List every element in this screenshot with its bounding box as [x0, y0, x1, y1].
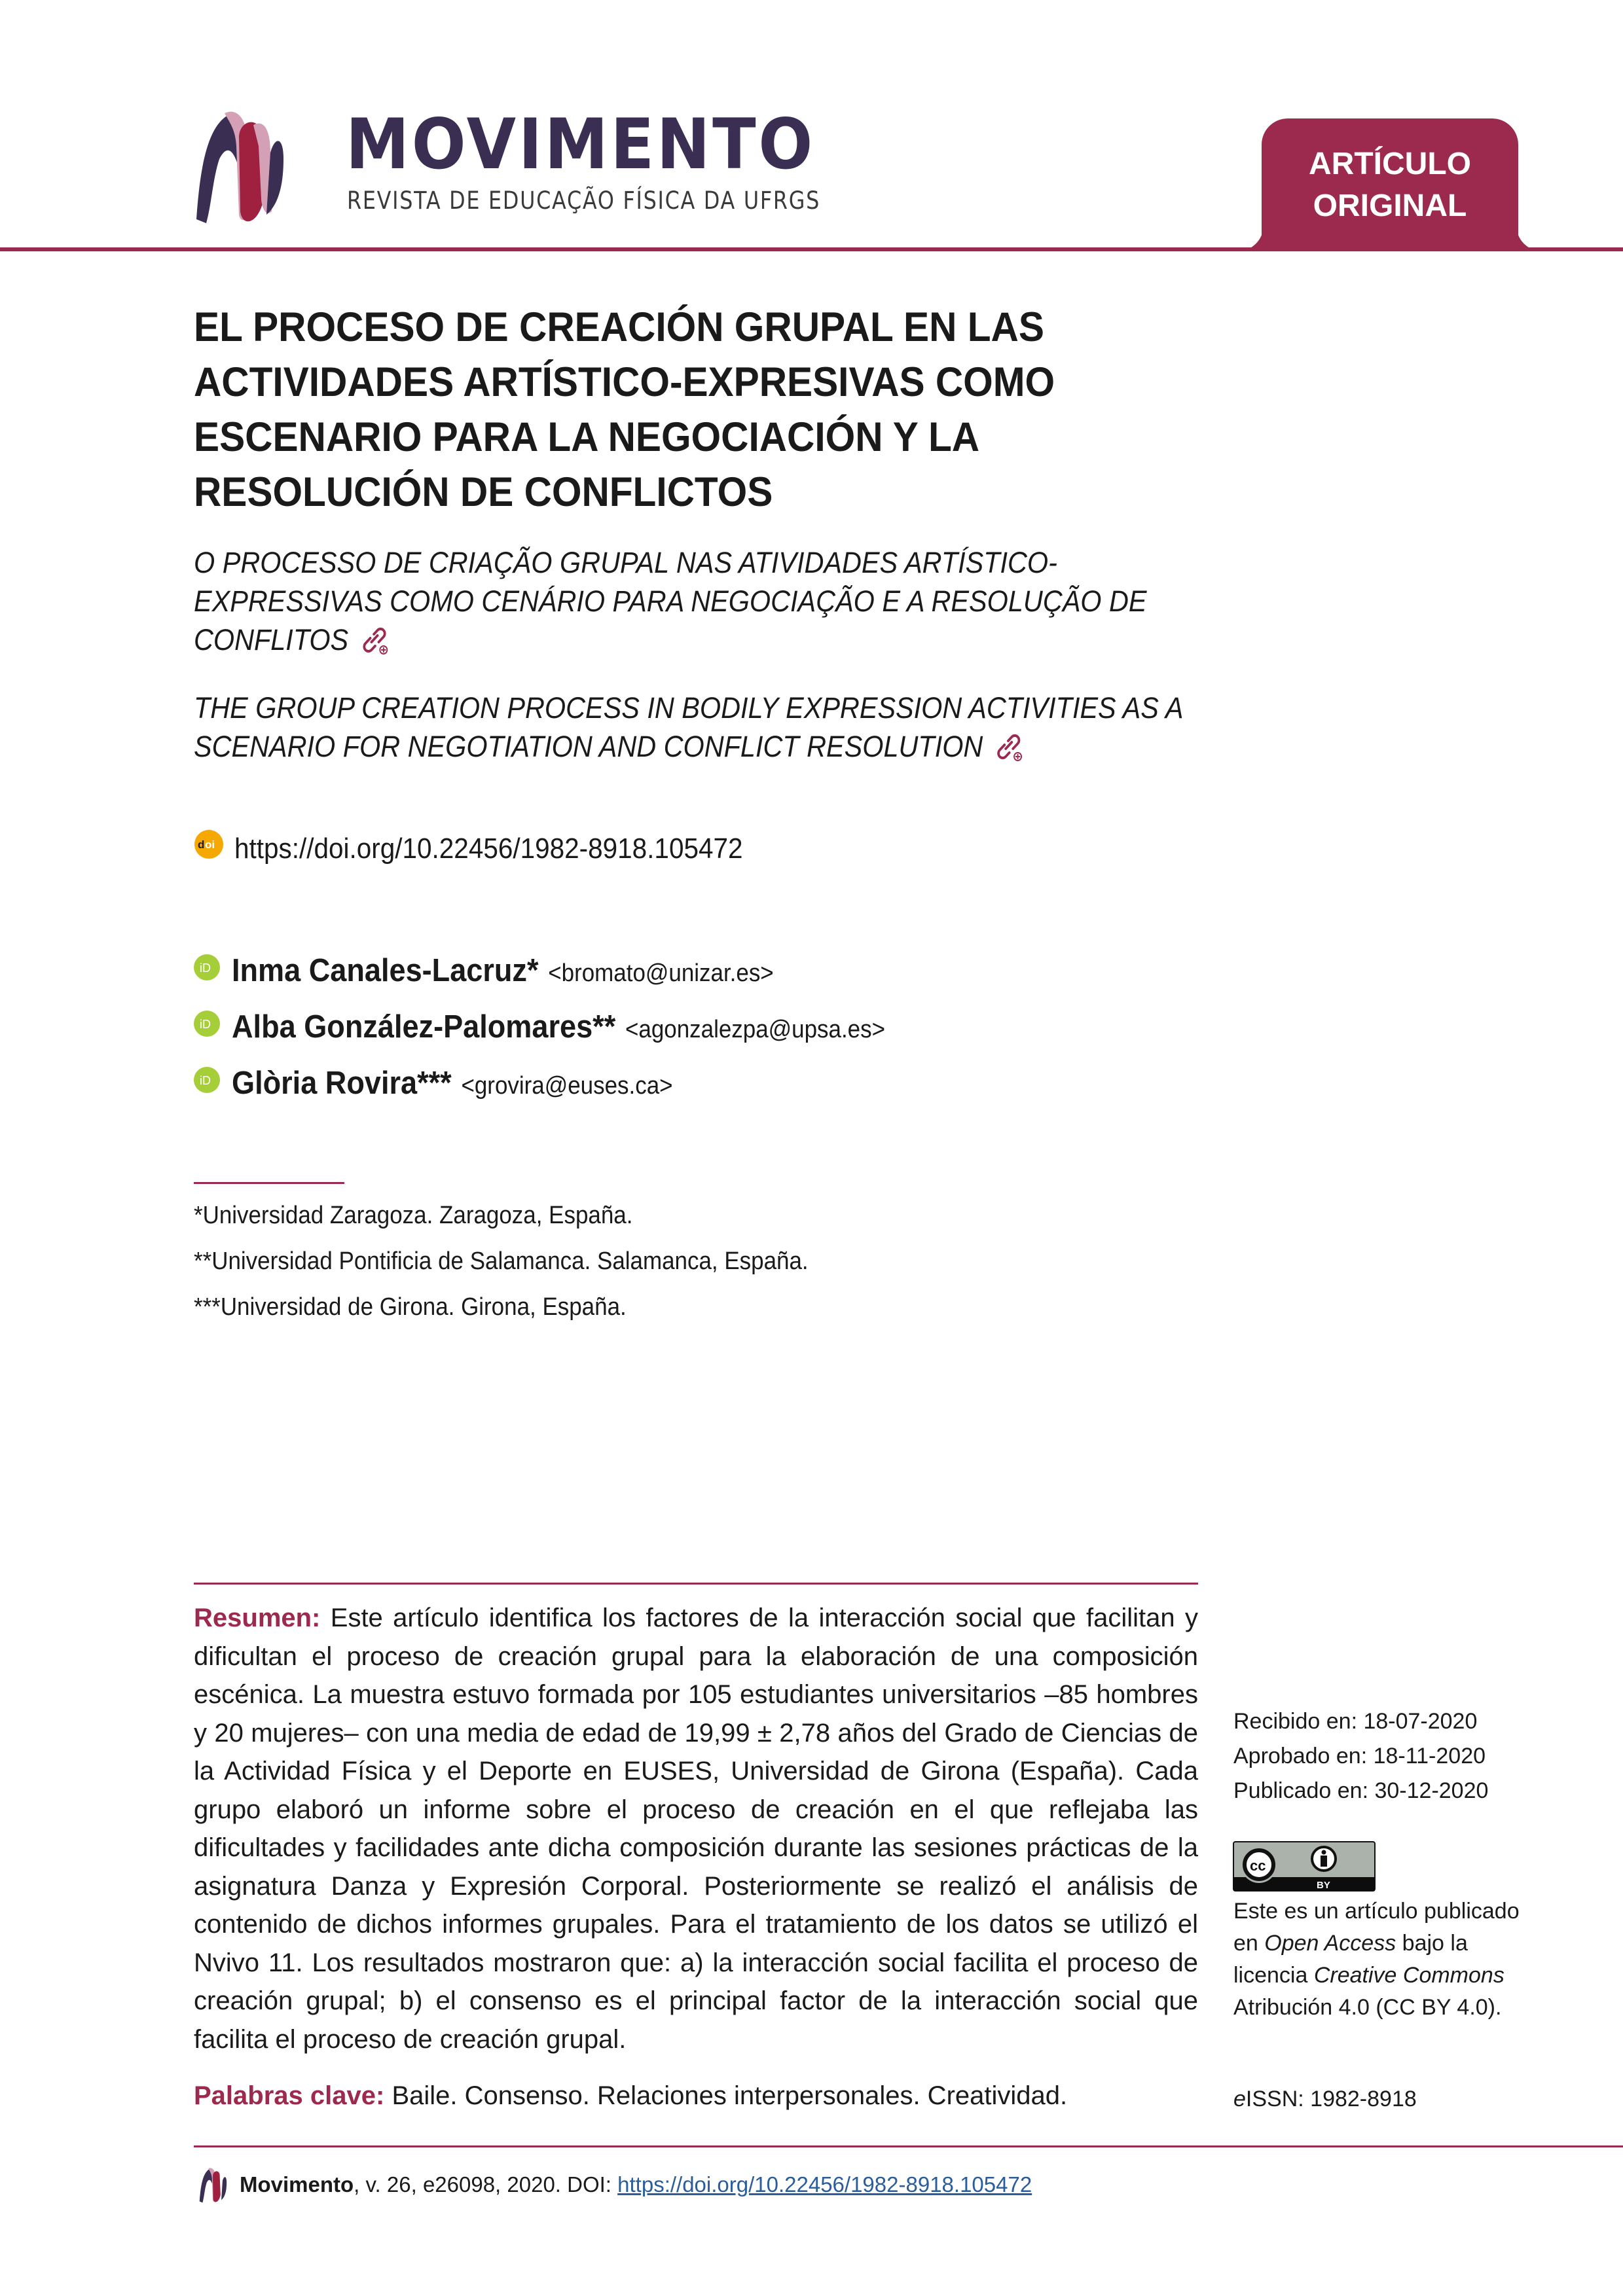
- author-email[interactable]: <bromato@unizar.es>: [548, 960, 774, 987]
- abstract: [194, 1599, 1198, 2058]
- author-name: Alba González-Palomares**: [232, 1009, 616, 1045]
- affiliation: ***Universidad de Girona. Girona, España.: [194, 1293, 627, 1321]
- movimento-logo-small-icon: [194, 2166, 232, 2203]
- title-portuguese-text: O PROCESSO DE CRIAÇÃO GRUPAL NAS ATIVIDADES ARTÍSTICO-EXPRESSIVAS COMO CENÁRIO PARA NEGOCIAÇÃO E A RESOLUÇÃO DE CONFLITOS: [194, 546, 1147, 656]
- abstract-text: Este artículo identifica los factores de la interacción social que facilitan y dificultan el proceso de creación grupal para la elaboración de una composición escénica. La muestra estuvo formada por 105 estudiantes universitarios –85 hombres y 20 mujeres– con una media de edad de 19,99 ± 2,78 años del Grado de Ciencias de la Actividad Física y el Deporte en EUSES, Universidad de Girona (España). Cada grupo elaboró un informe sobre el proceso de creación en el que reflejaba las dificultades y facilidades ante dicha composición durante las sesiones prácticas de la asignatura Danza y Expresión Corporal. Posteriormente se realizó el análisis de contenido de dichos informes grupales. Para el tratamiento de los datos se utilizó el Nvivo 11. Los resultados mostraron que: a) la interacción social facilita el proceso de creación grupal; b) el consenso es el principal factor de la interacción social que facilita el proceso de creación grupal.: [194, 1604, 1198, 2054]
- author-email[interactable]: <agonzalezpa@upsa.es>: [625, 1016, 886, 1043]
- published-date: Publicado en: 30-12-2020: [1233, 1778, 1489, 1803]
- svg-text:oi: oi: [205, 838, 215, 851]
- footer-citation: [194, 2166, 1032, 2203]
- license-note: [1233, 1895, 1535, 2024]
- received-date: Recibido en: 18-07-2020: [1233, 1709, 1478, 1734]
- title-english-text: THE GROUP CREATION PROCESS IN BODILY EXPRESSION ACTIVITIES AS A SCENARIO FOR NEGOTIATION AND CONFLICT RESOLUTION: [194, 691, 1182, 763]
- doi-link[interactable]: https://doi.org/10.22456/1982-8918.105472: [234, 833, 743, 865]
- license-text: bajo la licencia: [1233, 1931, 1468, 1988]
- eissn: [1233, 2083, 1417, 2115]
- author-name: Glòria Rovira***: [232, 1066, 452, 1101]
- orcid-icon[interactable]: [194, 1011, 220, 1037]
- eissn-value: ISSN: 1982-8918: [1245, 2087, 1417, 2111]
- link-plus-icon[interactable]: [993, 730, 1024, 762]
- article-type-badge: [1262, 118, 1518, 251]
- journal-title: MOVIMENTO: [346, 104, 815, 185]
- footer-citation-text: , v. 26, e26098, 2020. DOI:: [354, 2172, 618, 2197]
- svg-text:iD: iD: [200, 1074, 211, 1087]
- svg-text:d: d: [198, 838, 205, 851]
- license-text: Este es un artículo publicado en: [1233, 1899, 1520, 1956]
- svg-text:BY: BY: [1317, 1880, 1330, 1891]
- title-portuguese: [194, 543, 1194, 659]
- author-name: Inma Canales-Lacruz*: [232, 953, 539, 988]
- link-plus-icon[interactable]: [358, 624, 390, 655]
- svg-text:iD: iD: [200, 961, 211, 975]
- cc-by-license-icon[interactable]: [1233, 1841, 1376, 1892]
- footer-divider: [194, 2145, 1623, 2147]
- footer-doi-link[interactable]: https://doi.org/10.22456/1982-8918.105472: [617, 2172, 1032, 2197]
- keywords: [194, 2081, 1198, 2111]
- footer-journal: Movimento: [240, 2172, 354, 2197]
- affiliation: **Universidad Pontificia de Salamanca. Salamanca, España.: [194, 1247, 809, 1275]
- abstract-label: Resumen:: [194, 1604, 321, 1632]
- license-open-access: Open Access: [1264, 1931, 1396, 1956]
- orcid-icon[interactable]: [194, 1067, 220, 1093]
- author-email[interactable]: <grovira@euses.ca>: [461, 1072, 673, 1100]
- footnote-divider: [194, 1182, 344, 1184]
- journal-subtitle: REVISTA DE EDUCAÇÃO FÍSICA DA UFRGS: [347, 187, 821, 215]
- license-text: Atribución 4.0 (CC BY 4.0).: [1233, 1995, 1502, 2020]
- svg-text:cc: cc: [1250, 1857, 1266, 1874]
- title-spanish: EL PROCESO DE CREACIÓN GRUPAL EN LAS ACTIVIDADES ARTÍSTICO-EXPRESIVAS COMO ESCENARIO PARA LA NEGOCIACIÓN Y LA RESOLUCIÓN DE CONFLICTOS: [194, 304, 1055, 515]
- header-divider: [0, 247, 1623, 251]
- author-row: [194, 1065, 711, 1102]
- author-row: [194, 952, 821, 989]
- movimento-logo-icon: [193, 107, 285, 224]
- approved-date: Aprobado en: 18-11-2020: [1233, 1744, 1486, 1768]
- abstract-divider: [194, 1583, 1198, 1585]
- badge-line-2: ORIGINAL: [1313, 188, 1467, 223]
- eissn-prefix: e: [1233, 2087, 1246, 2111]
- affiliation: *Universidad Zaragoza. Zaragoza, España.: [194, 1202, 633, 1229]
- license-creative-commons: Creative Commons: [1313, 1963, 1504, 1988]
- doi-icon: [194, 829, 224, 859]
- keywords-label: Palabras clave:: [194, 2081, 385, 2110]
- doi-row: [194, 833, 787, 865]
- title-english: [194, 689, 1194, 766]
- svg-text:iD: iD: [200, 1018, 211, 1031]
- keywords-text: Baile. Consenso. Relaciones interpersonales. Creatividad.: [392, 2081, 1068, 2110]
- author-row: [194, 1009, 942, 1045]
- badge-line-1: ARTÍCULO: [1309, 146, 1471, 181]
- orcid-icon[interactable]: [194, 954, 220, 980]
